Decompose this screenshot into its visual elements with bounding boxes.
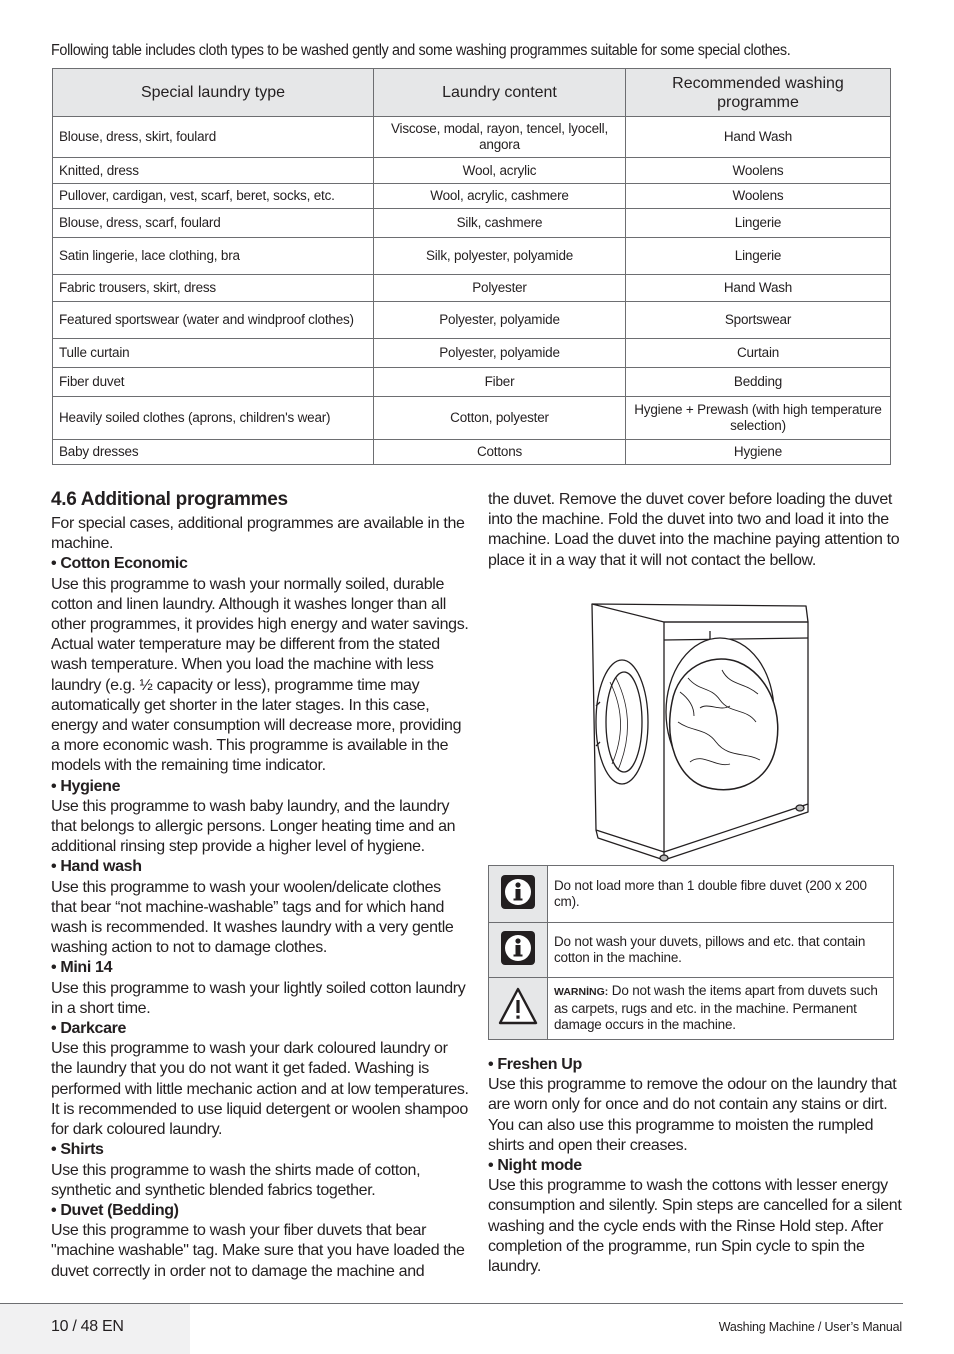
table-cell: Wool, acrylic bbox=[374, 158, 626, 184]
table-row bbox=[53, 117, 891, 158]
table-row bbox=[53, 275, 891, 302]
right-column-top bbox=[488, 490, 904, 571]
table-cell: Viscose, modal, rayon, tencel, lyocell, angora bbox=[374, 117, 626, 158]
note-row bbox=[489, 866, 894, 923]
programme-description: Use this programme to wash the cottons with lesser energy consumption and silently. Spin steps are cancelled for a silent washing and the cycle ends with the Rinse Hold step. After completion of the programme, run Spin cycle to spin the laundry. bbox=[488, 1177, 902, 1276]
column-header: Special laundry type bbox=[53, 69, 374, 117]
table-header-row bbox=[53, 69, 891, 117]
table-row bbox=[53, 209, 891, 238]
programme-description: Use this programme to wash baby laundry, and the laundry that belongs to allergic persons. Longer heating time and an additional rinsing step provide a higher level of hygiene. bbox=[51, 797, 456, 856]
page-number: 10 / 48 EN bbox=[51, 1318, 124, 1335]
footer-divider bbox=[0, 1303, 903, 1304]
washing-machine-duvet-illustration bbox=[560, 582, 822, 862]
info-icon bbox=[489, 866, 548, 923]
programme-description: Use this programme to remove the odour on the laundry that are worn only for once and do not contain any stains or dirt. You can also use this programme to moisten the rumpled shirts and open their creases. bbox=[488, 1076, 897, 1154]
duvet-continued-text: the duvet. Remove the duvet cover before loading the duvet into the machine. Fold the duvet into two and load it into the machine. Load the duvet into the machine paying attention to place it in a way that it will not contact the bellow. bbox=[488, 491, 900, 569]
table-cell: Heavily soiled clothes (aprons, children's wear) bbox=[53, 397, 374, 440]
laundry-table bbox=[52, 68, 891, 465]
programme-description: Use this programme to wash your fiber duvets that bear "machine washable" tag. Make sure that you have loaded the duvet correctly in order not to damage the machine and bbox=[51, 1222, 465, 1280]
warning-label: WARNİNG: bbox=[554, 986, 609, 999]
table-cell: Tulle curtain bbox=[53, 339, 374, 368]
table-cell: Sportswear bbox=[626, 302, 891, 339]
programme-title: • Cotton Economic bbox=[51, 555, 188, 573]
note-text: Do not wash your duvets, pillows and etc. that contain cotton in the machine. bbox=[548, 923, 894, 978]
table-cell: Satin lingerie, lace clothing, bra bbox=[53, 238, 374, 275]
table-cell: Lingerie bbox=[626, 209, 891, 238]
warning-text: Do not wash the items apart from duvets such as carpets, rugs and etc. in the machine. Permanent damage occurs in the machine. bbox=[554, 983, 878, 1033]
manual-title: Washing Machine / User’s Manual bbox=[718, 1320, 902, 1334]
programme-description: Use this programme to wash your lightly soiled cotton laundry in a short time. bbox=[51, 979, 466, 1017]
table-row bbox=[53, 184, 891, 209]
programme-title: • Duvet (Bedding) bbox=[51, 1201, 179, 1219]
table-cell: Knitted, dress bbox=[53, 158, 374, 184]
notes-table bbox=[488, 865, 894, 1040]
table-cell: Hygiene + Prewash (with high temperature selection) bbox=[626, 397, 891, 440]
table-cell: Pullover, cardigan, vest, scarf, beret, socks, etc. bbox=[53, 184, 374, 209]
table-cell: Bedding bbox=[626, 368, 891, 397]
warning-icon bbox=[489, 978, 548, 1040]
intro-text: Following table includes cloth types to be washed gently and some washing programmes suitable for some special clothes. bbox=[51, 42, 791, 59]
note-row bbox=[489, 923, 894, 978]
programme-title: • Mini 14 bbox=[51, 959, 113, 977]
programme-description: Use this programme to wash the shirts made of cotton, synthetic and synthetic blended fabrics together. bbox=[51, 1161, 421, 1199]
programme-title: • Hygiene bbox=[51, 777, 121, 795]
programme-description: Use this programme to wash your normally soiled, durable cotton and linen laundry. Although it washes longer than all other programmes, it provides high energy and water savings. Actual water temperature may be different from the stated wash temperature. When you load the machine with less laundry (e.g. ½ capacity or less), programme time may automatically get shorter in the later stages. In this case, energy and water consumption will decrease more, providing a more economic wash. This programme is available in the models with the remaining time indicator. bbox=[51, 575, 469, 775]
table-cell: Lingerie bbox=[626, 238, 891, 275]
table-cell: Hygiene bbox=[626, 440, 891, 465]
table-cell: Silk, polyester, polyamide bbox=[374, 238, 626, 275]
table-cell: Woolens bbox=[626, 184, 891, 209]
table-cell: Fiber bbox=[374, 368, 626, 397]
programme-title: • Freshen Up bbox=[488, 1056, 582, 1073]
table-cell: Featured sportswear (water and windproof clothes) bbox=[53, 302, 374, 339]
left-column bbox=[51, 488, 469, 1282]
section-title: 4.6 Additional programmes bbox=[51, 489, 288, 510]
table-row bbox=[53, 238, 891, 275]
column-header: Laundry content bbox=[374, 69, 626, 117]
table-cell: Silk, cashmere bbox=[374, 209, 626, 238]
section-intro: For special cases, additional programmes are available in the machine. bbox=[51, 515, 465, 553]
right-column-bottom bbox=[488, 1055, 904, 1277]
table-cell: Blouse, dress, skirt, foulard bbox=[53, 117, 374, 158]
table-row bbox=[53, 368, 891, 397]
table-cell: Cottons bbox=[374, 440, 626, 465]
programme-description: Use this programme to wash your dark coloured laundry or the laundry that you do not want it get faded. Washing is performed with little mechanic action and at low temperatures. It is recommended to use liquid detergent or woolen shampoo for dark coloured laundry. bbox=[51, 1040, 469, 1139]
table-cell: Woolens bbox=[626, 158, 891, 184]
column-header: Recommended washing programme bbox=[626, 69, 891, 117]
table-cell: Polyester, polyamide bbox=[374, 339, 626, 368]
table-cell: Hand Wash bbox=[626, 275, 891, 302]
table-cell: Blouse, dress, scarf, foulard bbox=[53, 209, 374, 238]
programme-description: Use this programme to wash your woolen/delicate clothes that bear “not machine-washable” tags and for which hand wash is recommended. It washes laundry with a very gentle washing action to not to damage clothes. bbox=[51, 878, 454, 957]
programme-title: • Night mode bbox=[488, 1157, 582, 1175]
note-text bbox=[548, 978, 894, 1040]
note-row bbox=[489, 978, 894, 1040]
info-icon bbox=[489, 923, 548, 978]
note-text: Do not load more than 1 double fibre duvet (200 x 200 cm). bbox=[548, 866, 894, 923]
table-row bbox=[53, 339, 891, 368]
table-cell: Hand Wash bbox=[626, 117, 891, 158]
table-row bbox=[53, 397, 891, 440]
table-row bbox=[53, 440, 891, 465]
table-cell: Cotton, polyester bbox=[374, 397, 626, 440]
table-row bbox=[53, 158, 891, 184]
table-cell: Wool, acrylic, cashmere bbox=[374, 184, 626, 209]
programme-title: • Darkcare bbox=[51, 1020, 127, 1038]
table-cell: Fiber duvet bbox=[53, 368, 374, 397]
table-cell: Polyester bbox=[374, 275, 626, 302]
table-cell: Baby dresses bbox=[53, 440, 374, 465]
programme-title: • Shirts bbox=[51, 1141, 104, 1159]
table-cell: Fabric trousers, skirt, dress bbox=[53, 275, 374, 302]
table-cell: Polyester, polyamide bbox=[374, 302, 626, 339]
table-row bbox=[53, 302, 891, 339]
programme-title: • Hand wash bbox=[51, 858, 142, 876]
table-cell: Curtain bbox=[626, 339, 891, 368]
